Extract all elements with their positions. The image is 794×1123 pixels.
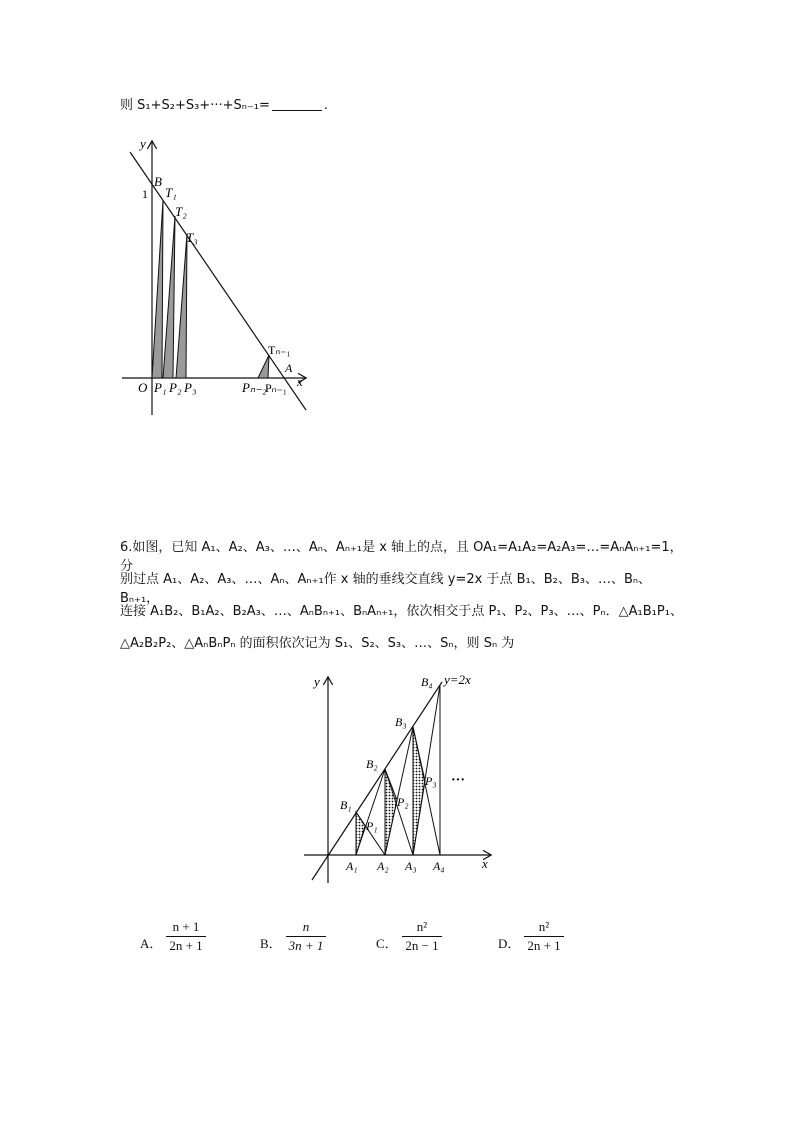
point-a2-label: A₂ <box>377 859 389 873</box>
segment-a1b2 <box>356 769 385 855</box>
option-a-fraction <box>166 918 206 955</box>
option-c-fraction <box>402 918 442 955</box>
triangle-2 <box>163 216 175 378</box>
option-d-fraction <box>524 918 564 955</box>
question-6-line-3: 连接 A₁B₂、B₁A₂、B₂A₃、…、AₙBₙ₊₁、BₙAₙ₊₁，依次相交于点 P₁、P₂、P₃、…、Pₙ．△A₁B₁P₁、 <box>120 604 683 619</box>
point-t2-label: T₂ <box>175 204 187 219</box>
question-5-end-mark: . <box>323 98 329 113</box>
point-b4-label: B₄ <box>421 675 433 689</box>
x-axis-label: x <box>482 856 488 871</box>
point-p3-label: P₃ <box>184 380 197 395</box>
point-a3-label: A₃ <box>405 859 417 873</box>
point-t1-label: T₁ <box>165 185 177 200</box>
triangle-1 <box>152 200 163 378</box>
point-t3-label: T₃ <box>186 230 198 245</box>
option-c-denominator: 2n − 1 <box>405 938 439 953</box>
point-b2-label: B₂ <box>366 757 378 771</box>
line-equation-label: y=2x <box>444 672 471 687</box>
point-p2-label: P₂ <box>397 795 409 809</box>
y-axis-label: y <box>314 674 320 689</box>
point-b-label: B <box>154 174 162 189</box>
triangle-a2b2p2 <box>385 769 397 855</box>
origin-label: O <box>138 380 148 395</box>
point-pn1-label: Pₙ₋₁ <box>265 381 287 395</box>
question-6-line-1: 6.如图，已知 A₁、A₂、A₃、…、Aₙ、Aₙ₊₁是 x 轴上的点，且 OA₁=A₁A₂=A₂A₃=…=AₙAₙ₊₁=1，分 <box>120 540 683 574</box>
question-5-text: 则 S₁+S₂+S₃+···+Sₙ₋₁= <box>120 98 270 113</box>
option-a-numerator: n + 1 <box>166 918 206 937</box>
option-d-denominator: 2n + 1 <box>527 938 561 953</box>
option-b-denominator: 3n + 1 <box>288 938 324 953</box>
option-b-fraction <box>286 918 326 955</box>
option-a-denominator: 2n + 1 <box>169 938 203 953</box>
continuation-dots: ··· <box>451 773 466 788</box>
question-6-line-2: 别过点 A₁、A₂、A₃、…、Aₙ、Aₙ₊₁作 x 轴的垂线交直线 y=2x 于点 B₁、B₂、B₃、…、Bₙ、Bₙ₊₁， <box>120 572 652 606</box>
point-p1-label: P₁ <box>154 380 167 395</box>
point-p3-label: P₃ <box>425 774 437 788</box>
option-c-label: C． <box>376 936 398 951</box>
option-a-label: A． <box>140 936 163 951</box>
option-d-numerator: n² <box>524 918 564 937</box>
point-a1-label: A₁ <box>346 859 358 873</box>
option-b-numerator: n <box>286 918 326 937</box>
figure-1-diagram <box>110 130 320 420</box>
question-5-answer-line <box>120 94 328 113</box>
point-p2-label: P₂ <box>169 380 182 395</box>
answer-blank <box>272 98 322 111</box>
option-b-label: B． <box>260 936 282 951</box>
point-pn2-label: Pₙ₋₂ <box>242 380 267 395</box>
figure-2-diagram <box>298 668 498 890</box>
option-d-label: D． <box>498 936 521 951</box>
question-6-line-4: △A₂B₂P₂、△AₙBₙPₙ 的面积依次记为 S₁、S₂、S₃、…、Sₙ，则 Sₙ 为 <box>120 636 515 651</box>
triangle-n-1 <box>258 355 269 378</box>
answer-options <box>140 918 600 968</box>
point-b3-label: B₃ <box>395 715 407 729</box>
point-a4-label: A₄ <box>433 859 445 873</box>
point-b1-label: B₁ <box>340 798 352 812</box>
point-tn1-label: Tₙ₋₁ <box>268 343 291 357</box>
point-p1-label: P₁ <box>366 819 378 833</box>
y-axis-label: y <box>140 136 146 151</box>
x-axis-label: x <box>297 374 303 389</box>
y-value-one: 1 <box>142 187 148 201</box>
point-a-label: A <box>285 361 293 375</box>
option-c-numerator: n² <box>402 918 442 937</box>
triangle-3 <box>176 234 187 378</box>
